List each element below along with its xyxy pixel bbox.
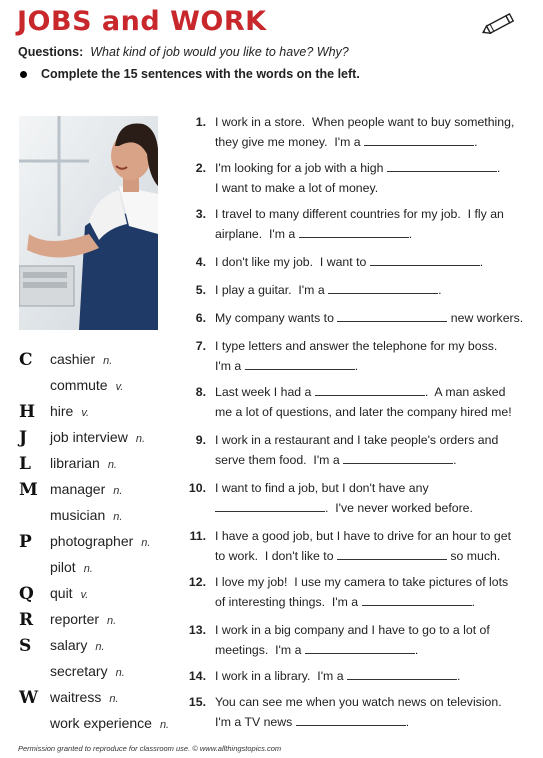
answer-blank[interactable]	[362, 593, 472, 606]
sentence-fragment: .	[496, 161, 501, 175]
sentence-number: 3.	[195, 207, 206, 221]
answer-blank[interactable]	[245, 357, 355, 370]
sentence-fragment: I'm looking for a job with a high	[215, 161, 387, 175]
part-of-speech: n.	[83, 563, 93, 575]
sentence-fragment: .	[471, 595, 475, 609]
index-letter: H	[19, 402, 36, 422]
sentence-fragment: .	[438, 283, 442, 297]
sentence-text	[215, 620, 527, 660]
sentence-fragment: .	[474, 135, 478, 149]
answer-blank[interactable]	[347, 667, 457, 680]
sentence-number: 1.	[195, 115, 206, 129]
answer-blank[interactable]	[337, 547, 447, 560]
word-entry	[50, 403, 89, 419]
footer-note: Permission granted to reproduce for classroom use. © www.allthingstopics.com	[18, 744, 282, 753]
sentence-fragment: airplane. I'm a	[215, 227, 299, 241]
word-text: commute	[50, 377, 108, 393]
sentence-fragment: they give me money. I'm a	[215, 135, 365, 149]
word-entry	[50, 377, 123, 393]
word-text: librarian	[50, 455, 100, 471]
sentence-fragment: I work in a store. When people want to buy something,	[215, 115, 515, 129]
index-letter: Q	[19, 584, 34, 604]
word-text: quit	[50, 585, 73, 601]
part-of-speech: n.	[141, 537, 151, 549]
sentence-line	[215, 572, 527, 592]
part-of-speech: n.	[113, 485, 123, 497]
sentence-fragment: I don't like my job. I want to	[215, 255, 370, 269]
sentence-text	[215, 336, 527, 376]
sentence-line	[215, 498, 527, 518]
word-entry	[50, 689, 119, 705]
word-entry	[50, 637, 105, 653]
word-entry	[50, 455, 117, 471]
sentence-fragment: My company wants to	[215, 311, 338, 325]
word-item	[18, 583, 188, 609]
part-of-speech: n.	[135, 433, 146, 445]
sentence-line	[215, 478, 527, 498]
sentence-number: 9.	[195, 433, 206, 447]
sentence-fragment: .	[456, 669, 461, 683]
word-text: photographer	[50, 533, 134, 549]
answer-blank[interactable]	[305, 641, 415, 654]
questions-line	[18, 45, 349, 59]
sentence-text	[215, 692, 527, 732]
sentence-line	[215, 224, 527, 244]
word-item	[18, 635, 188, 661]
answer-blank[interactable]	[299, 225, 409, 238]
sentence-text	[215, 526, 527, 566]
sentence-fragment: I want to find a job, but I don't have any	[215, 481, 429, 495]
sentence-fragment: .	[479, 255, 484, 269]
sentence-fragment: .	[354, 359, 359, 373]
sentence-line	[215, 178, 527, 198]
answer-blank[interactable]	[296, 713, 406, 726]
word-text: waitress	[50, 689, 102, 705]
sentence-text	[215, 478, 527, 518]
sentence-line	[215, 336, 527, 356]
sentence-line	[215, 356, 527, 376]
sentence-line	[215, 712, 527, 732]
word-item	[18, 687, 188, 713]
pencil-icon	[481, 10, 517, 38]
sentence-number: 14.	[188, 669, 206, 683]
sentence-line	[215, 526, 527, 546]
sentence-text	[215, 280, 527, 300]
word-item	[18, 505, 188, 531]
sentence-fragment: .	[453, 453, 457, 467]
sentence-line	[215, 158, 527, 178]
index-letter: J	[19, 428, 28, 448]
sentence-text	[215, 572, 527, 612]
index-letter: S	[19, 636, 32, 656]
index-letter: M	[19, 480, 38, 500]
sentence-fragment: I want to make a lot of money.	[215, 181, 379, 195]
word-entry	[50, 351, 112, 367]
sentence-fragment: I love my job! I use my camera to take pictures of lots	[215, 575, 509, 589]
sentence-text	[215, 666, 527, 686]
sentence-fragment: You can see me when you watch news on television.	[215, 695, 502, 709]
sentence-fragment: I'm a	[215, 359, 245, 373]
word-entry	[50, 611, 116, 627]
woman-cashier-photo	[19, 116, 158, 330]
part-of-speech: n.	[107, 615, 117, 627]
sentence-fragment: Last week I had a	[215, 385, 315, 399]
sentence-fragment: new workers.	[447, 311, 524, 325]
sentence-fragment: serve them food. I'm a	[215, 453, 344, 467]
sentence-text	[215, 252, 527, 272]
sentence-number: 15.	[188, 695, 206, 709]
sentence-line	[215, 592, 527, 612]
sentence-line	[215, 640, 527, 660]
part-of-speech: n.	[109, 693, 119, 705]
sentence-line	[215, 252, 527, 272]
sentence-fragment: . A man asked	[424, 385, 506, 399]
page-title: JOBS and WORK	[17, 6, 267, 37]
sentence-fragment: .	[408, 227, 413, 241]
word-text: job interview	[50, 429, 128, 445]
sentence-text	[215, 204, 527, 244]
word-item	[18, 427, 188, 453]
answer-blank[interactable]	[215, 499, 325, 512]
sentence-fragment: I type letters and answer the telephone for my boss.	[215, 339, 498, 353]
sentence-fragment: I work in a big company and I have to go to a lot of	[215, 623, 490, 637]
word-text: musician	[50, 507, 106, 523]
part-of-speech: v.	[115, 381, 124, 393]
questions-text: What kind of job would you like to have? Why?	[90, 45, 349, 59]
word-item	[18, 453, 188, 479]
sentence-line	[215, 280, 527, 300]
word-entry	[50, 715, 169, 731]
sentence-text	[215, 430, 527, 470]
word-text: secretary	[50, 663, 108, 679]
word-text: work experience	[50, 715, 152, 731]
word-entry	[50, 585, 88, 601]
sentence-text	[215, 112, 527, 152]
sentence-line	[215, 402, 527, 422]
sentence-line	[215, 308, 527, 328]
sentence-fragment: of interesting things. I'm a	[215, 595, 362, 609]
sentence-number: 4.	[195, 255, 206, 269]
answer-blank[interactable]	[328, 281, 438, 294]
index-letter: C	[19, 350, 33, 370]
word-item	[18, 349, 188, 375]
answer-blank[interactable]	[343, 451, 453, 464]
part-of-speech: n.	[95, 641, 105, 653]
word-text: manager	[50, 481, 106, 497]
sentence-line	[215, 692, 527, 712]
index-letter: L	[19, 454, 31, 474]
sentence-number: 8.	[195, 385, 206, 399]
word-item	[18, 713, 188, 739]
sentence-text	[215, 158, 527, 198]
word-item	[18, 557, 188, 583]
sentence-number: 13.	[188, 623, 206, 637]
sentence-line	[215, 450, 527, 470]
sentence-line	[215, 382, 527, 402]
sentence-fragment: I travel to many different countries for my job. I fly an	[215, 207, 504, 221]
bullet-icon	[20, 71, 27, 78]
part-of-speech: v.	[81, 407, 90, 419]
sentence-line	[215, 112, 527, 132]
instruction-line	[18, 67, 360, 81]
sentence-line	[215, 204, 527, 224]
questions-label: Questions:	[18, 45, 84, 59]
word-text: salary	[50, 637, 88, 653]
word-entry	[50, 429, 145, 445]
part-of-speech: n.	[103, 355, 113, 367]
index-letter: R	[19, 610, 34, 630]
word-item	[18, 479, 188, 505]
word-item	[18, 609, 188, 635]
sentence-fragment: I'm a TV news	[215, 715, 296, 729]
sentence-number: 6.	[195, 311, 206, 325]
answer-blank[interactable]	[370, 253, 480, 266]
sentence-number: 2.	[195, 161, 206, 175]
word-item	[18, 531, 188, 557]
sentence-line	[215, 546, 527, 566]
part-of-speech: n.	[107, 459, 117, 471]
sentence-fragment: so much.	[446, 549, 501, 563]
sentence-number: 5.	[195, 283, 206, 297]
answer-blank[interactable]	[337, 309, 447, 322]
sentence-fragment: . I've never worked before.	[325, 501, 473, 515]
word-entry	[50, 663, 125, 679]
sentence-fragment: to work. I don't like to	[215, 549, 337, 563]
sentence-fragment: .	[414, 643, 419, 657]
sentence-fragment: .	[405, 715, 410, 729]
sentence-text	[215, 308, 527, 328]
sentence-number: 7.	[195, 339, 206, 353]
sentence-fragment: me a lot of questions, and later the company hired me!	[215, 405, 512, 419]
sentence-line	[215, 430, 527, 450]
sentence-number: 12.	[188, 575, 206, 589]
word-entry	[50, 533, 150, 549]
word-entry	[50, 507, 122, 523]
sentence-fragment: I work in a restaurant and I take people's orders and	[215, 433, 499, 447]
sentence-line	[215, 132, 527, 152]
word-entry	[50, 559, 93, 575]
word-item	[18, 401, 188, 427]
sentence-text	[215, 382, 527, 422]
word-item	[18, 375, 188, 401]
sentence-number: 11.	[189, 529, 206, 543]
sentence-fragment: meetings. I'm a	[215, 643, 305, 657]
sentence-fragment: I play a guitar. I'm a	[215, 283, 329, 297]
answer-blank[interactable]	[364, 133, 474, 146]
sentence-line	[215, 620, 527, 640]
instruction-text: Complete the 15 sentences with the words on the left.	[41, 67, 360, 81]
sentence-number: 10.	[188, 481, 206, 495]
part-of-speech: v.	[80, 589, 89, 601]
part-of-speech: n.	[115, 667, 125, 679]
part-of-speech: n.	[159, 719, 170, 731]
sentence-line	[215, 666, 527, 686]
sentence-fragment: I work in a library. I'm a	[215, 669, 347, 683]
word-text: hire	[50, 403, 74, 419]
index-letter: P	[19, 532, 32, 552]
word-item	[18, 661, 188, 687]
answer-blank[interactable]	[387, 159, 497, 172]
word-entry	[50, 481, 122, 497]
word-text: reporter	[50, 611, 100, 627]
sentence-fragment: I have a good job, but I have to drive for an hour to get	[215, 529, 512, 543]
answer-blank[interactable]	[315, 383, 425, 396]
word-text: pilot	[50, 559, 76, 575]
index-letter: W	[19, 688, 39, 708]
word-text: cashier	[50, 351, 96, 367]
part-of-speech: n.	[113, 511, 123, 523]
